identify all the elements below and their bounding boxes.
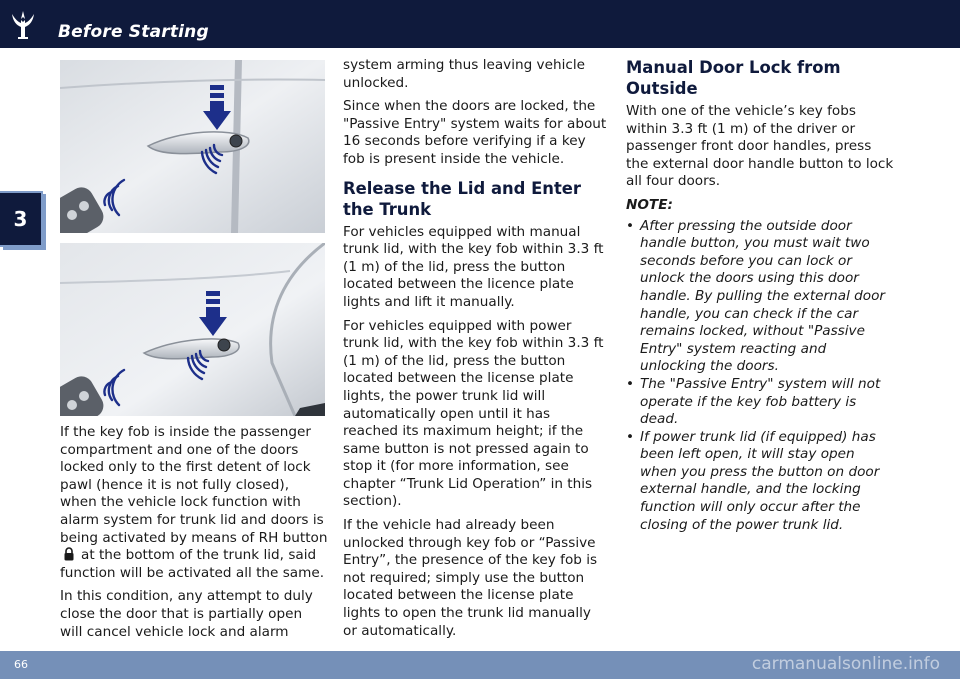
list-item xyxy=(626,429,894,535)
page-number: 66 xyxy=(14,658,28,671)
note-text: The "Passive Entry" system will not operate if the key fob battery is dead. xyxy=(640,375,881,428)
section-title: Before Starting xyxy=(58,22,209,42)
page-footer xyxy=(0,651,960,679)
paragraph: If the vehicle had already been unlocked through key fob or “Passive Entry”, the presence of the key fob is not required; simply use the button located between the license plate lights to open the trunk lid manually or automatically. xyxy=(343,517,598,639)
note-text: If power trunk lid (if equipped) has been left open, it will stay open when you press the button on door external handle, and the locking function will only occur after the closing of the power trunk lid. xyxy=(640,428,880,533)
chapter-tab[interactable]: 3 xyxy=(0,191,43,247)
door-handle-figure-2 xyxy=(60,243,325,416)
lock-icon xyxy=(63,547,75,561)
paragraph xyxy=(60,424,328,582)
paragraph-text: If the key fob is inside the passenger compartment and one of the doors locked only to the first detent of lock pawl (hence it is not fully closed), when the vehicle lock function with alarm system for trunk lid and doors is being activated by means of RH button xyxy=(60,424,328,546)
column-3 xyxy=(626,57,894,534)
paragraph: With one of the vehicle’s key fobs within 3.3 ft (1 m) of the driver or passenger front door handles, press the external door handle button to lock all four doors. xyxy=(626,103,894,190)
page-header xyxy=(0,0,960,48)
paragraph-text: at the bottom of the trunk lid, said function will be activated all the same. xyxy=(60,547,325,581)
list-item xyxy=(626,376,894,429)
lock-button-icon xyxy=(218,339,230,351)
note-text: After pressing the outside door handle button, you must wait two seconds before you can lock or unlock the doors using this door handle. By pulling the external door handle, you can check if the car remains locked, without "Passive Entry" system reacting and unlocking the doors. xyxy=(640,217,886,375)
paragraph: system arming thus leaving vehicle unlocked. xyxy=(343,57,585,91)
bullet: • xyxy=(626,428,635,445)
list-item xyxy=(626,218,894,376)
lock-button-icon xyxy=(230,135,242,147)
paragraph: Since when the doors are locked, the "Passive Entry" system waits for about 16 seconds before verifying if a key fob is present inside the vehicle. xyxy=(343,98,607,167)
column-2 xyxy=(343,57,608,646)
heading-release-trunk: Release the Lid and Enter the Trunk xyxy=(343,178,582,219)
note-label: NOTE: xyxy=(626,196,673,213)
paragraph: In this condition, any attempt to duly close the door that is partially open will cancel vehicle lock and alarm xyxy=(60,588,313,640)
trident-logo-icon xyxy=(8,9,38,41)
heading-manual-door-lock: Manual Door Lock from Outside xyxy=(626,58,841,98)
watermark: carmanualsonline.info xyxy=(751,654,940,674)
door-handle-figure-1 xyxy=(60,60,325,233)
note-list xyxy=(626,218,894,535)
bullet: • xyxy=(626,217,635,234)
paragraph: For vehicles equipped with power trunk lid, with the key fob within 3.3 ft (1 m) of the lid, press the button located between the license plate lights, the power trunk lid will automatically open until it has reached its maximum height; if the same button is not pressed again to stop it (for more information, see chapter “Trunk Lid Operation” in this section). xyxy=(343,317,604,510)
column-1 xyxy=(60,424,328,647)
bullet: • xyxy=(626,375,635,392)
paragraph: For vehicles equipped with manual trunk lid, with the key fob within 3.3 ft (1 m) of the lid, press the button located between the licence plate lights and lift it manually. xyxy=(343,223,604,310)
